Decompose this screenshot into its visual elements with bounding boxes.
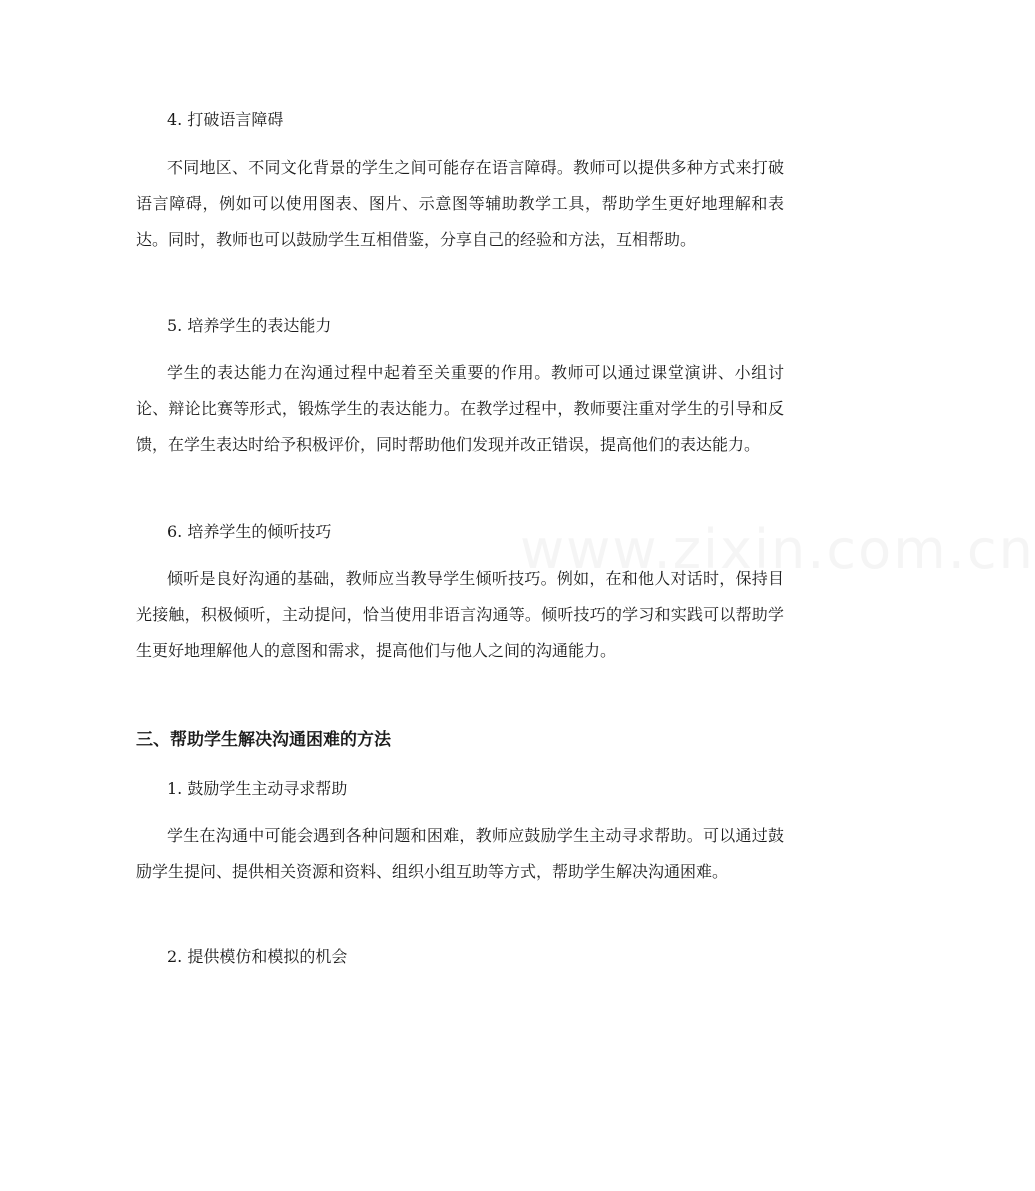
subheading-6: 6. 培养学生的倾听技巧 — [167, 522, 332, 541]
subheading-2: 2. 提供模仿和模拟的机会 — [167, 947, 348, 966]
section-heading-3: 三、帮助学生解决沟通困难的方法 — [136, 730, 391, 750]
subheading-5: 5. 培养学生的表达能力 — [167, 316, 332, 335]
paragraph-language-barrier: 不同地区、不同文化背景的学生之间可能存在语言障碍。教师可以提供多种方式来打破语言障碍，例如可以使用图表、图片、示意图等辅助教学工具，帮助学生更好地理解和表达。同时，教师也可以鼓励学生互相借鉴，分享自己的经验和方法，互相帮助。 — [136, 158, 784, 249]
paragraph-expression-ability: 学生的表达能力在沟通过程中起着至关重要的作用。教师可以通过课堂演讲、小组讨论、辩论比赛等形式，锻炼学生的表达能力。在教学过程中，教师要注重对学生的引导和反馈，在学生表达时给予积极评价，同时帮助他们发现并改正错误，提高他们的表达能力。 — [136, 363, 784, 454]
paragraph-seek-help: 学生在沟通中可能会遇到各种问题和困难，教师应鼓励学生主动寻求帮助。可以通过鼓励学生提问、提供相关资源和资料、组织小组互助等方式，帮助学生解决沟通困难。 — [136, 826, 784, 881]
paragraph-listening-skills: 倾听是良好沟通的基础，教师应当教导学生倾听技巧。例如，在和他人对话时，保持目光接触，积极倾听，主动提问，恰当使用非语言沟通等。倾听技巧的学习和实践可以帮助学生更好地理解他人的意图和需求，提高他们与他人之间的沟通能力。 — [136, 569, 784, 660]
subheading-4: 4. 打破语言障碍 — [167, 110, 284, 129]
subheading-1: 1. 鼓励学生主动寻求帮助 — [167, 779, 348, 798]
watermark: www.zixin.com.cn — [520, 518, 1035, 581]
